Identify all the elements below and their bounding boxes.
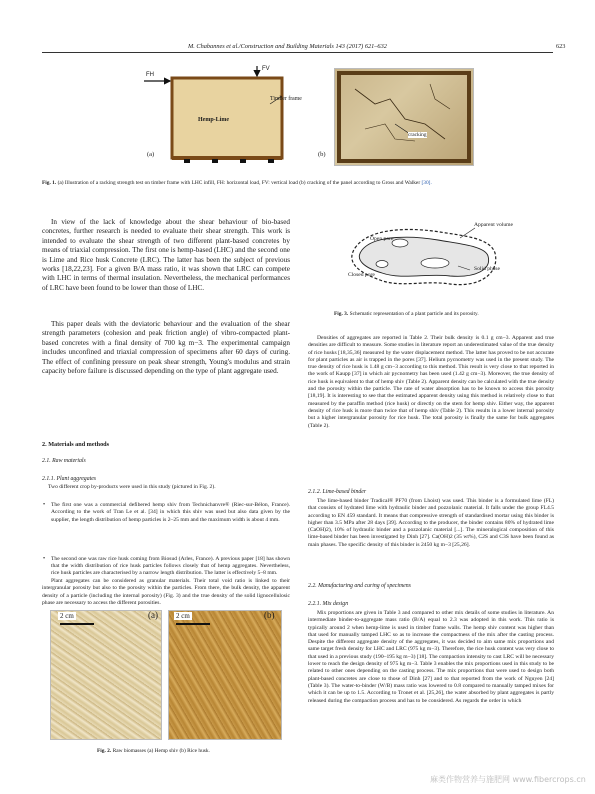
fig1-caption-text: (a) Illustration of a racking strength test on timber frame with LHC infill, FH: horizontal load, FV: vertical load (b) cracking of the panel according to Gross and Walker — [57, 180, 421, 186]
mix-design-paragraph: Mix proportions are given in Table 3 and compared to other mix details of some studies in literature. An intermediate binder-to-aggregate mass ratio (B/A) equal to 2.3 was adopted in this work. This ratio is typically around 2 when hemp-lime is used in timber frame walls. The hemp shiv content was higher than that used for manually tamped LHC so as to increase the compactness of the mix after the casting process. Despite the different aggregate density of the aggregates, it was decided to aim same mix proportions and same target fresh density for LHC and LRC (975 kg m−3). Therefore, the rice husk content was very close to that used in a previous study (190–195 kg m−3) [18]. The compaction intensity to cast LRC will be necessary lower to reach the design density of 975 kg m−3. Table 3 enables the mix proportions used in this study to be related to other ones depending on the casting process. The mix proportions that were used to design both plant-based concretes are close to those of Dinh [27] and to that reported from the work of Nguyen [24] (Table 3). The water-to-binder (W/B) mass ratio was lowered to 0.8 compared to manually tamped mixes for which it can be up to 1.5. According to Tronet et al. [25,26], the water absorbed by plant aggregates is partly released during the compaction process and has to be considered. As regards the order in which — [308, 610, 554, 704]
fig2-scale-a: 2 cm — [60, 612, 74, 620]
figure3-diagram — [340, 218, 530, 298]
fig2-caption-label: Fig. 2. — [97, 748, 112, 754]
fig2-caption-text: Raw biomasses (a) Hemp shiv (b) Rice husk. — [112, 748, 210, 754]
fig2-scale-b: 2 cm — [176, 612, 190, 620]
section-2-2-heading: 2.2. Manufacturing and curing of specimens — [308, 583, 411, 589]
fig3-caption-label: Fig. 3. — [334, 311, 349, 317]
figure1-caption — [42, 180, 553, 187]
running-title: M. Chabannes et al./Construction and Building Materials 143 (2017) 621–632 — [188, 43, 387, 50]
header-rule — [42, 52, 553, 53]
page-number: 623 — [556, 43, 566, 50]
section-2-1-2-heading: 2.1.2. Lime-based binder — [308, 489, 367, 495]
section-2-1-heading: 2.1. Raw materials — [42, 458, 86, 464]
fig2-label-a: (a) — [148, 610, 158, 620]
fig1-panel-b-label: (b) — [318, 151, 326, 158]
fv-label: FV — [262, 66, 270, 72]
fig3-caption-text: Schematic representation of a plant particle and its porosity. — [349, 311, 479, 317]
fig2-scale-bar-b — [176, 623, 210, 625]
fig1-caption-label: Fig. 1. — [42, 180, 57, 186]
section-2-2-1-heading: 2.2.1. Mix design — [308, 601, 349, 607]
section-2-1-1-heading: 2.1.1. Plant aggregates — [42, 476, 97, 482]
figure2-rice-husk-photo — [168, 610, 282, 740]
figure3-caption — [334, 311, 479, 318]
section-2-heading: 2. Materials and methods — [42, 441, 110, 448]
bullet-hemp-shiv: • The first one was a commercial defibered hemp shiv from Technichanvre® (Riec-sur-Bélon, France). According to the work of Tran Le et al. [34] in which this shiv was used but also data given by the supplier, the length distribution of hemp particles is 2–25 mm and the maximum width is about 4 mm. — [42, 502, 290, 524]
intro-paragraph-2: This paper deals with the deviatoric behaviour and the evaluation of the shear strength parameters (cohesion and peak friction angle) of vibro-compacted plant-based concretes with a final density of 700 kg m−3. The experimental campaign includes unconfined and triaxial compression of specimens after 60 days of curing. The effect of confining pressure on peak shear strength, Young's modulus and strain capacity before failure is discussed depending on the type of plant aggregate used. — [42, 320, 290, 376]
granular-materials-paragraph: Plant aggregates can be considered as granular materials. Their total void ratio is linked to their intergranular porosity but also to the porosity within the particles. From there, the bulk density, the apparent density of a particle (including the internal porosity) (Fig. 3) and the true density of the solid lignocellulosic phase are necessary to access the different porosities. — [42, 578, 290, 606]
fig3-solid-phase-label: Solid phase — [474, 266, 500, 272]
fig1-panel-a-label: (a) — [147, 151, 155, 158]
fh-label: FH — [146, 72, 154, 78]
bullet-rice-husk: • The second one was raw rice husk coming from Biosud (Arles, France). A previous paper [18] has shown that the width distribution of rice husk particles follows closely that of hemp aggregates. Nevertheless, rice husk particles are characterised by a narrow length distribution. The latter is effectively 5–8 mm. — [42, 556, 290, 578]
plant-aggregates-intro: Two different crop by-products were used in this study (pictured in Fig. 2). — [48, 484, 216, 490]
fig3-apparent-volume-label: Apparent volume — [474, 222, 513, 228]
fig3-closed-pore-label: Closed pore — [348, 272, 375, 278]
figure1-panel-a — [142, 66, 322, 166]
timber-frame-label: Timber frame — [270, 96, 302, 102]
fig1-caption-ref[interactable]: [30]. — [421, 180, 432, 186]
fig2-label-b: (b) — [264, 610, 275, 620]
cracking-label: cracking — [408, 132, 427, 138]
watermark: 麻类作物营养与施肥网 www.fibercrops.cn — [430, 775, 586, 784]
figure1-panel-b-photo — [334, 68, 474, 166]
binder-paragraph: The lime-based binder Tradical® PF70 (from Lhoist) was used. This binder is a formulated lime (FL) that consists of hydrated lime with hydraulic binder and pozzolanic material. It falls under the group FL4.5 according to EN 459 standard. It means that compressive strength of standardised mortar using this binder is higher than 3.5 MPa after 28 days [39]. According to the producer, the binder contains 80% of hydrated lime (CaOH)2), 10% of hydraulic binder and a pozzolanic material [...]. The mineralogical composition of this lime-based binder has been investigated by Dinh [27]. Ca(OH)2 (35 wt%), C2S and C3S have been found as main phases. The specific density of this binder is 2450 kg m−3 [25,26]. — [308, 498, 554, 548]
figure2-hemp-shiv-photo — [50, 610, 162, 740]
densities-paragraph: Densities of aggregates are reported in Table 2. Their bulk density is 0.1 g cm−3. Apparent and true densities are difficult to measure. Some studies in literature report an underestimated value of the true density of rice husks [18,35,36] measured by the water displacement method. The latter has proved to be not accurate for plant particles as air is trapped in the pores [37]. Helium pycnometry was used in the present study. The true density of rice husk is 1.48 g cm−3 according to this method. This result is very close to that reported in the work of Kaupp [37] in which air pycnometry has been used (1.42 g cm−3). Moreover, the true density of rice husk is equivalent to that of hemp shiv (Table 2). Apparent density can be calculated with the true density and the porosity within the particle. The rate of water absorption has to be known to access this porosity [18,19]. It is interesting to see that the estimated apparent density using this method is relatively close to that measured by the paraffin method (rice husk) or directly on the stem for hemp shiv. Either way, the apparent density of rice husk is more than twice that of hemp shiv (Table 2). This results in a lower internal porosity but a higher intergranular porosity for rice husk. The total porosity is finally the same for bulk aggregates (Table 2). — [308, 335, 554, 429]
hemp-lime-label: Hemp-Lime — [198, 117, 229, 123]
fig3-open-pore-label: Open pore — [370, 236, 394, 242]
intro-paragraph-1: In view of the lack of knowledge about the shear behaviour of bio-based concretes, further research is needed to evaluate their shear strength. This work is intended to evaluate the shear strength of two different plant-based concretes by means of triaxial compression. The first one is hemp-based (LHC) and the second one is Lime and Rice husk Concrete (LRC). The latter has been the subject of previous works [18,22,23]. For a given B/A mass ratio, it was shown that LRC can compete with LHC in terms of thermal insulation. Nevertheless, the mechanical performances of LRC have been found to be lower than those of LHC. — [42, 218, 290, 292]
figure2-caption — [97, 748, 210, 755]
fig2-scale-bar-a — [60, 623, 94, 625]
